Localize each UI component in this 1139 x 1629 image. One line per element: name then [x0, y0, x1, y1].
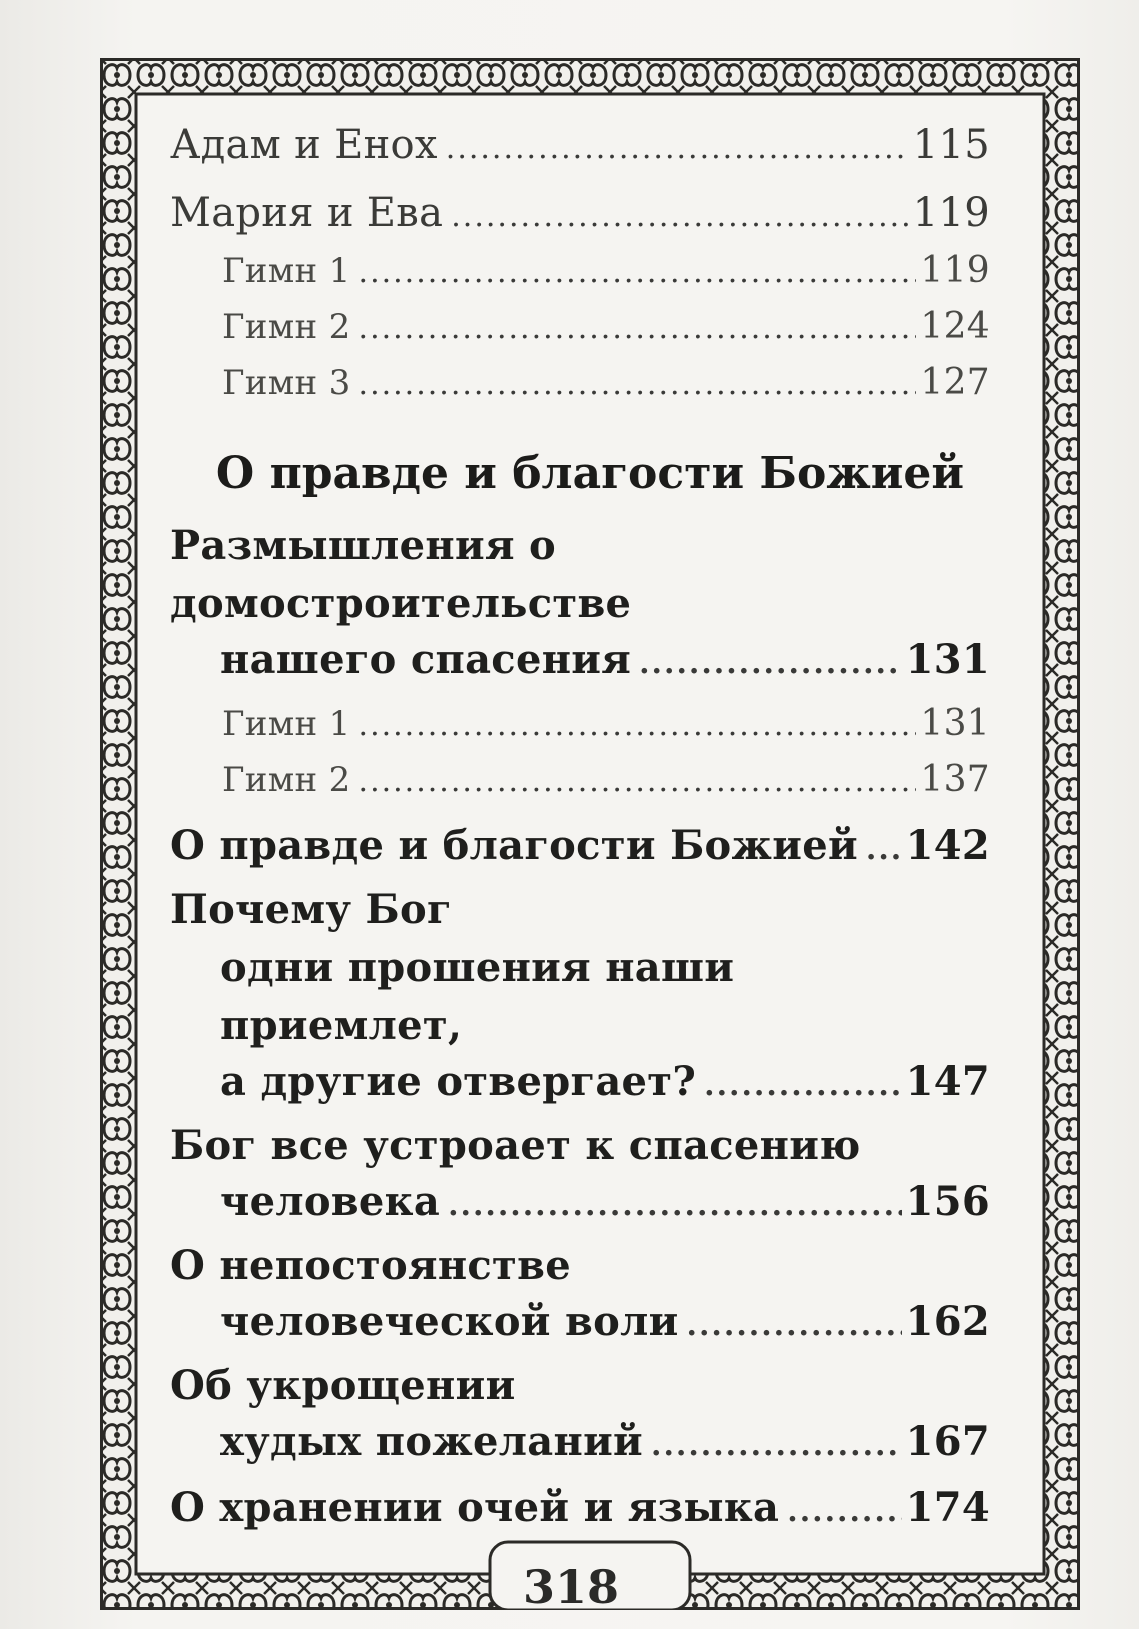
- toc-entry-line[interactable]: Бог все устроает к спасению: [170, 1122, 861, 1169]
- page-number: 318: [522, 1560, 620, 1614]
- dot-leader: [787, 1485, 901, 1539]
- toc-entry-title: а другие отвергает?: [220, 1058, 697, 1105]
- toc-entry-page: 142: [905, 822, 990, 869]
- toc-subentry-page: 119: [920, 250, 990, 291]
- toc-entry-page: 156: [905, 1178, 990, 1225]
- toc-entry-title: Мария и Ева: [170, 190, 444, 236]
- toc-entry-page: 119: [912, 190, 990, 236]
- toc-entry-title: худых пожеланий: [220, 1418, 644, 1465]
- dot-leader: [359, 358, 917, 412]
- toc-entry-title: О хранении очей и языка: [170, 1484, 780, 1531]
- toc-entry-title: О правде и благости Божией: [170, 822, 858, 869]
- toc-entry-line[interactable]: одни прошения наши приемлет,: [220, 944, 735, 1049]
- toc-subentry-title: Гимн 1: [222, 251, 351, 291]
- toc-subentry-page: 137: [920, 759, 990, 800]
- toc-entry-line[interactable]: Об укрощении: [170, 1362, 516, 1409]
- toc-entry[interactable]: [170, 633, 990, 691]
- toc-entry-line[interactable]: О непостоянстве: [170, 1242, 571, 1289]
- dot-leader: [446, 122, 909, 176]
- toc-entry-line[interactable]: Почему Бог: [170, 886, 452, 933]
- toc-subentry-title: Гимн 2: [222, 760, 351, 800]
- dot-leader: [704, 1059, 901, 1113]
- dot-leader: [359, 246, 917, 300]
- dot-leader: [687, 1299, 902, 1353]
- toc-entry-page: 167: [905, 1418, 990, 1465]
- dot-leader: [359, 699, 917, 753]
- toc-subentry-title: Гимн 2: [222, 307, 351, 347]
- toc-entry-page: 131: [905, 636, 990, 683]
- toc-entry-title: человеческой воли: [220, 1298, 679, 1345]
- toc-entry[interactable]: [170, 1295, 990, 1353]
- toc-subentry-title: Гимн 3: [222, 363, 351, 403]
- toc-subentry-page: 131: [920, 703, 990, 744]
- dot-leader: [639, 637, 901, 691]
- toc-entry-title: Адам и Енох: [170, 122, 438, 168]
- toc-entry-title: нашего спасения: [220, 636, 632, 683]
- toc-entry[interactable]: [170, 819, 990, 877]
- dot-leader: [359, 755, 917, 809]
- table-of-contents: [170, 118, 990, 1539]
- toc-subentry-title: Гимн 1: [222, 704, 351, 744]
- toc-entry-title: человека: [220, 1178, 441, 1225]
- dot-leader: [651, 1419, 902, 1473]
- toc-entry[interactable]: [170, 1481, 990, 1539]
- toc-entry[interactable]: [170, 1175, 990, 1233]
- toc-entry[interactable]: [170, 1415, 990, 1473]
- dot-leader: [448, 1179, 902, 1233]
- toc-subentry[interactable]: [170, 356, 990, 412]
- toc-subentry[interactable]: [170, 244, 990, 300]
- toc-entry[interactable]: [170, 118, 990, 176]
- toc-entry-page: 147: [905, 1058, 990, 1105]
- toc-entry-page: 115: [912, 122, 990, 168]
- dot-leader: [866, 823, 902, 877]
- section-heading: О правде и благости Божией: [215, 448, 965, 499]
- toc-subentry[interactable]: [170, 697, 990, 753]
- toc-entry-page: 162: [905, 1298, 990, 1345]
- toc-subentry[interactable]: [170, 753, 990, 809]
- toc-entry[interactable]: [170, 186, 990, 244]
- toc-entry-page: 174: [905, 1484, 990, 1531]
- toc-entry[interactable]: [170, 1055, 990, 1113]
- toc-entry-line[interactable]: Размышления о домостроительстве: [170, 522, 632, 627]
- dot-leader: [359, 302, 917, 356]
- dot-leader: [451, 190, 908, 244]
- toc-subentry[interactable]: [170, 300, 990, 356]
- toc-subentry-page: 124: [920, 306, 990, 347]
- toc-subentry-page: 127: [920, 362, 990, 403]
